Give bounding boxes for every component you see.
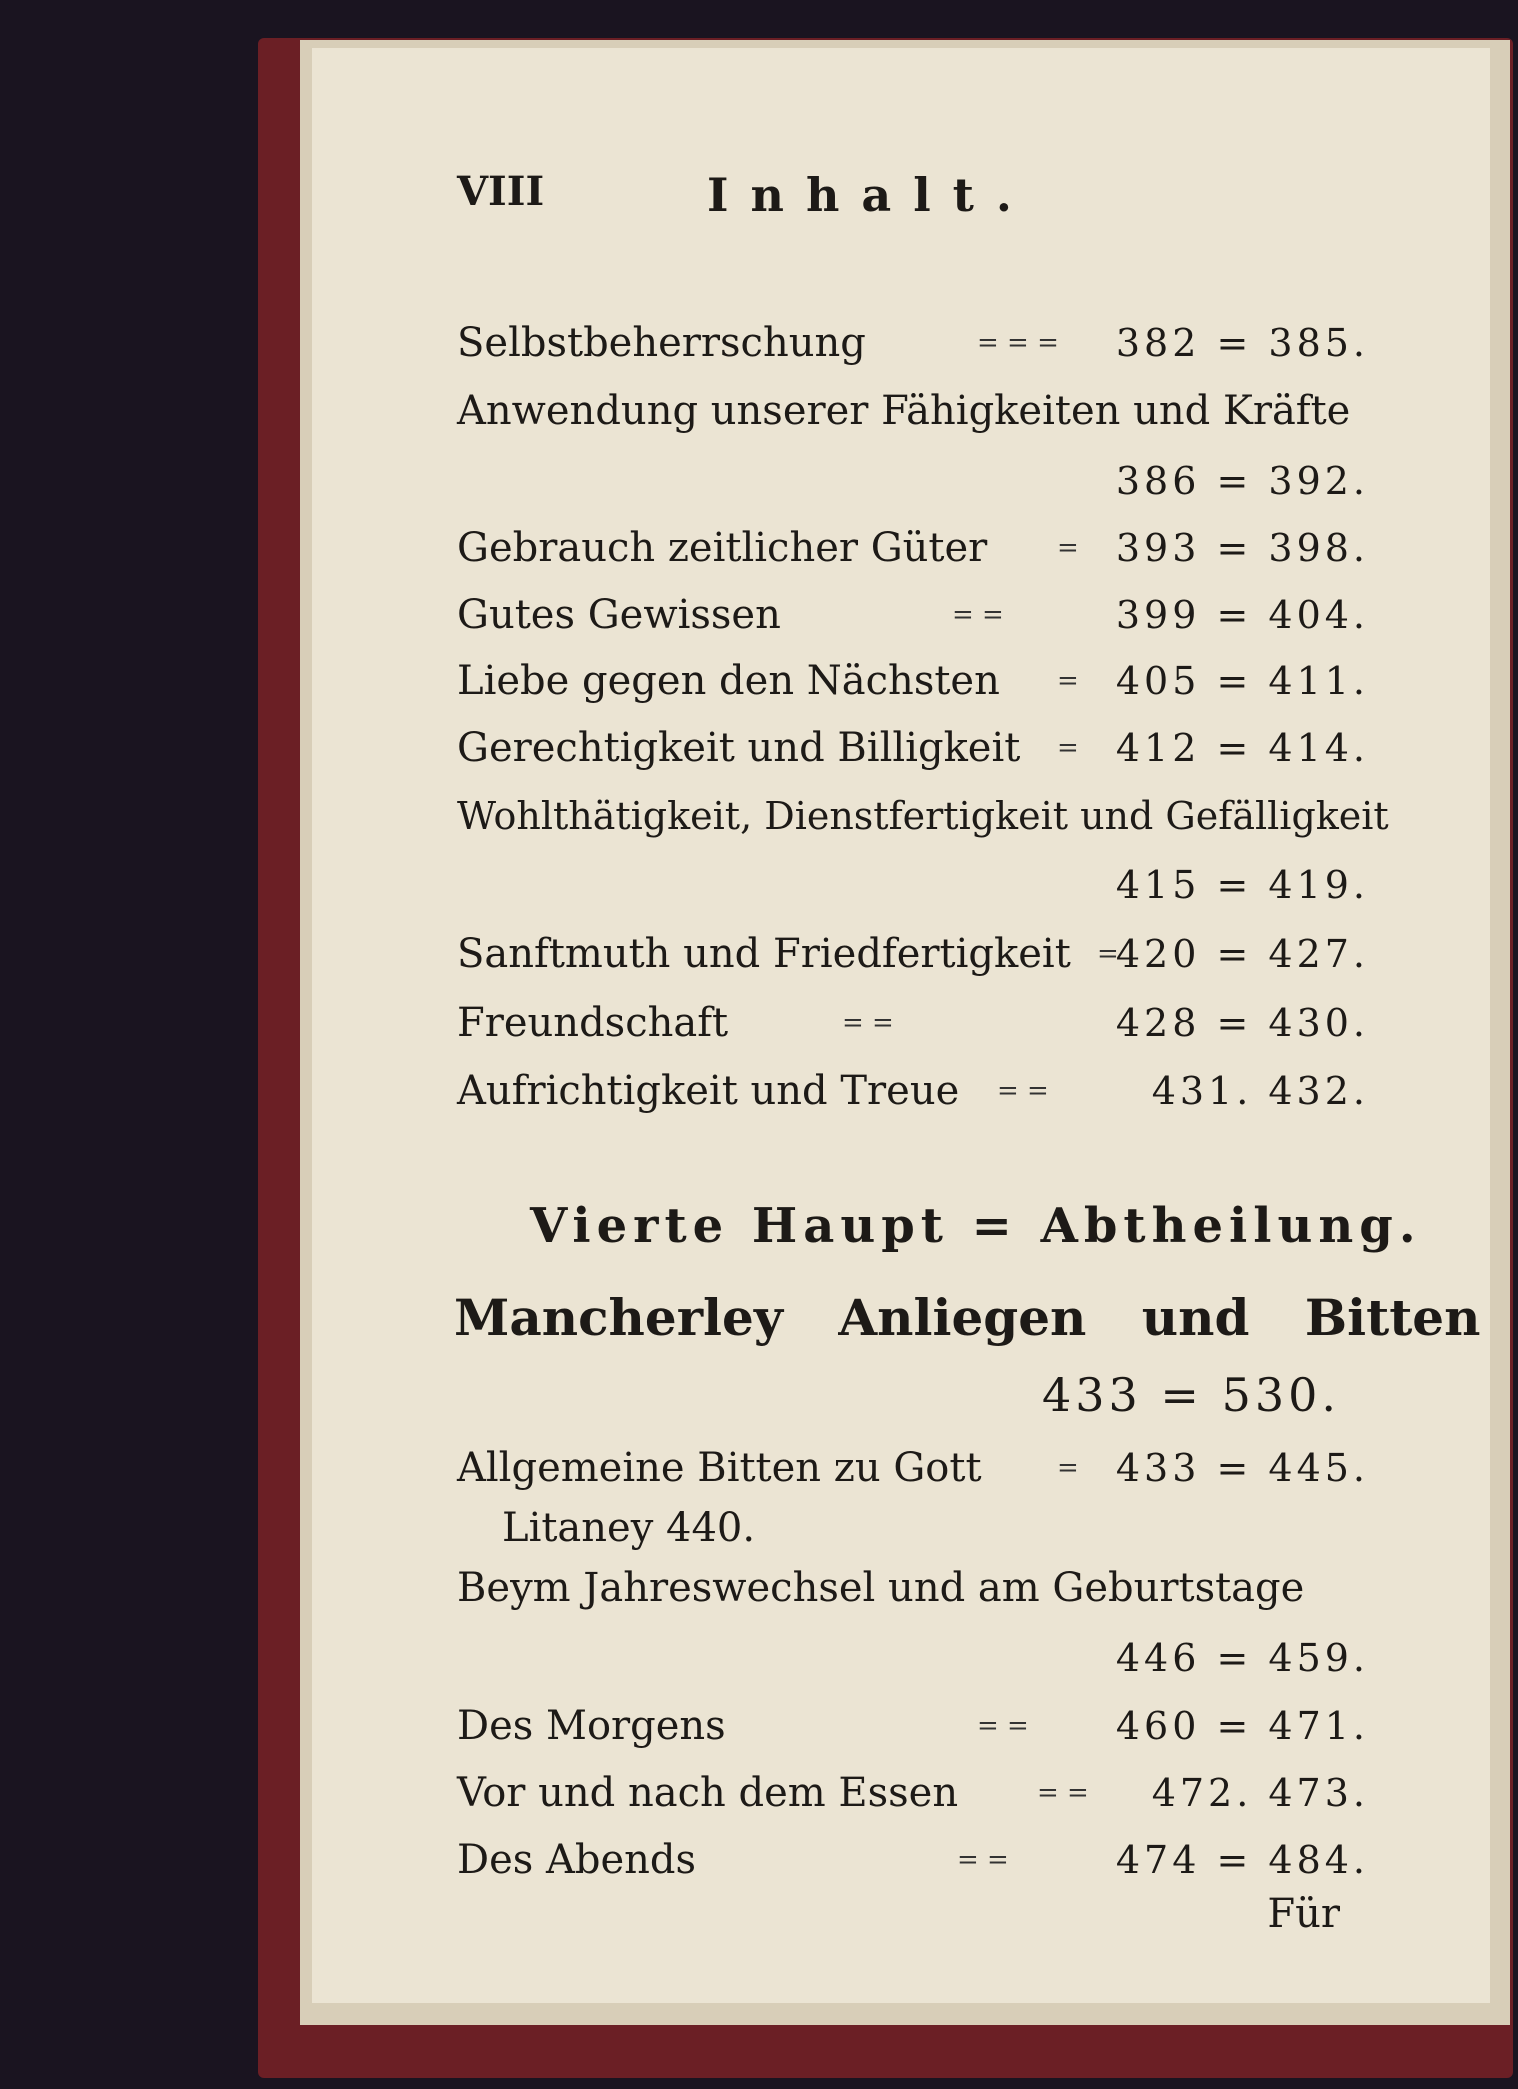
entry-dots: = = <box>952 600 1004 630</box>
catchword: Für <box>1267 1891 1340 1937</box>
entry-dots: = <box>1057 666 1079 696</box>
toc-entry <box>457 651 1369 711</box>
entry-label: Beym Jahreswechsel und am Geburtstage <box>457 1565 1305 1611</box>
toc-entry <box>457 313 1369 373</box>
entry-label: Allgemeine Bitten zu Gott <box>457 1445 982 1491</box>
entry-pages: 474 = 484. <box>1115 1838 1369 1882</box>
entry-label: Selbstbeherrschung <box>457 320 866 366</box>
entry-label: Des Morgens <box>457 1703 726 1749</box>
toc-entry <box>457 993 1369 1053</box>
toc-entry <box>457 718 1369 778</box>
toc-entry <box>457 1438 1369 1498</box>
page-number: VIII <box>457 168 545 215</box>
toc-entry <box>457 1830 1369 1890</box>
section-page-range: 433 = 530. <box>1041 1368 1340 1422</box>
toc-entry <box>457 855 1369 915</box>
entry-label: Gerechtigkeit und Billigkeit <box>457 725 1021 771</box>
entry-pages: 446 = 459. <box>1115 1636 1369 1680</box>
entry-label: Gebrauch zeitlicher Güter <box>457 525 988 571</box>
entry-label: Liebe gegen den Nächsten <box>457 658 1000 704</box>
entry-dots: = = <box>842 1008 894 1038</box>
entry-pages: 386 = 392. <box>1115 459 1369 503</box>
entry-label: Sanftmuth und Friedfertigkeit <box>457 931 1071 977</box>
entry-dots: = = <box>957 1845 1009 1875</box>
toc-entry <box>457 786 1389 846</box>
entry-pages: 428 = 430. <box>1115 1001 1369 1045</box>
entry-pages: 399 = 404. <box>1115 593 1369 637</box>
entry-pages: 460 = 471. <box>1115 1704 1369 1748</box>
entry-pages: 415 = 419. <box>1115 863 1369 907</box>
entry-pages: 433 = 445. <box>1115 1446 1369 1490</box>
entry-pages: 431. 432. <box>1151 1069 1369 1113</box>
entry-pages: 412 = 414. <box>1115 726 1369 770</box>
toc-subentry: Litaney 440. <box>502 1505 756 1551</box>
toc-entry <box>457 451 1369 511</box>
page-title: Inhalt. <box>707 168 1034 222</box>
entry-dots: = = = <box>977 328 1059 358</box>
entry-pages: 472. 473. <box>1151 1771 1369 1815</box>
entry-dots: = <box>1057 733 1079 763</box>
entry-label: Wohlthätigkeit, Dienstfertigkeit und Gefälligkeit <box>457 794 1389 838</box>
toc-entry <box>457 518 1369 578</box>
toc-entry <box>457 1763 1369 1823</box>
toc-entry <box>457 924 1369 984</box>
entry-label: Anwendung unserer Fähigkeiten und Kräfte <box>457 388 1351 434</box>
entry-label: Freundschaft <box>457 1000 729 1046</box>
section-subheading: Mancherley Anliegen und Bitten <box>454 1288 1481 1347</box>
entry-dots: = <box>1097 939 1119 969</box>
entry-label: Vor und nach dem Essen <box>457 1770 959 1816</box>
section-heading: Vierte Haupt = Abtheilung. <box>530 1198 1422 1254</box>
entry-pages: 420 = 427. <box>1115 932 1369 976</box>
toc-entry <box>457 1558 1369 1618</box>
toc-entry <box>457 1696 1369 1756</box>
toc-entry <box>457 1061 1369 1121</box>
book-page <box>312 48 1490 2003</box>
toc-entry <box>457 381 1369 441</box>
entry-pages: 393 = 398. <box>1115 526 1369 570</box>
entry-pages: 405 = 411. <box>1115 659 1369 703</box>
page-header <box>457 168 1157 248</box>
entry-pages: 382 = 385. <box>1115 321 1369 365</box>
entry-label: Gutes Gewissen <box>457 592 781 638</box>
entry-dots: = <box>1057 533 1079 563</box>
entry-dots: = = <box>977 1711 1029 1741</box>
toc-entry <box>457 1628 1369 1688</box>
toc-entry <box>457 585 1369 645</box>
entry-dots: = = <box>1037 1778 1089 1808</box>
entry-label: Aufrichtigkeit und Treue <box>457 1068 960 1114</box>
entry-dots: = <box>1057 1453 1079 1483</box>
entry-label: Des Abends <box>457 1837 697 1883</box>
entry-dots: = = <box>997 1076 1049 1106</box>
